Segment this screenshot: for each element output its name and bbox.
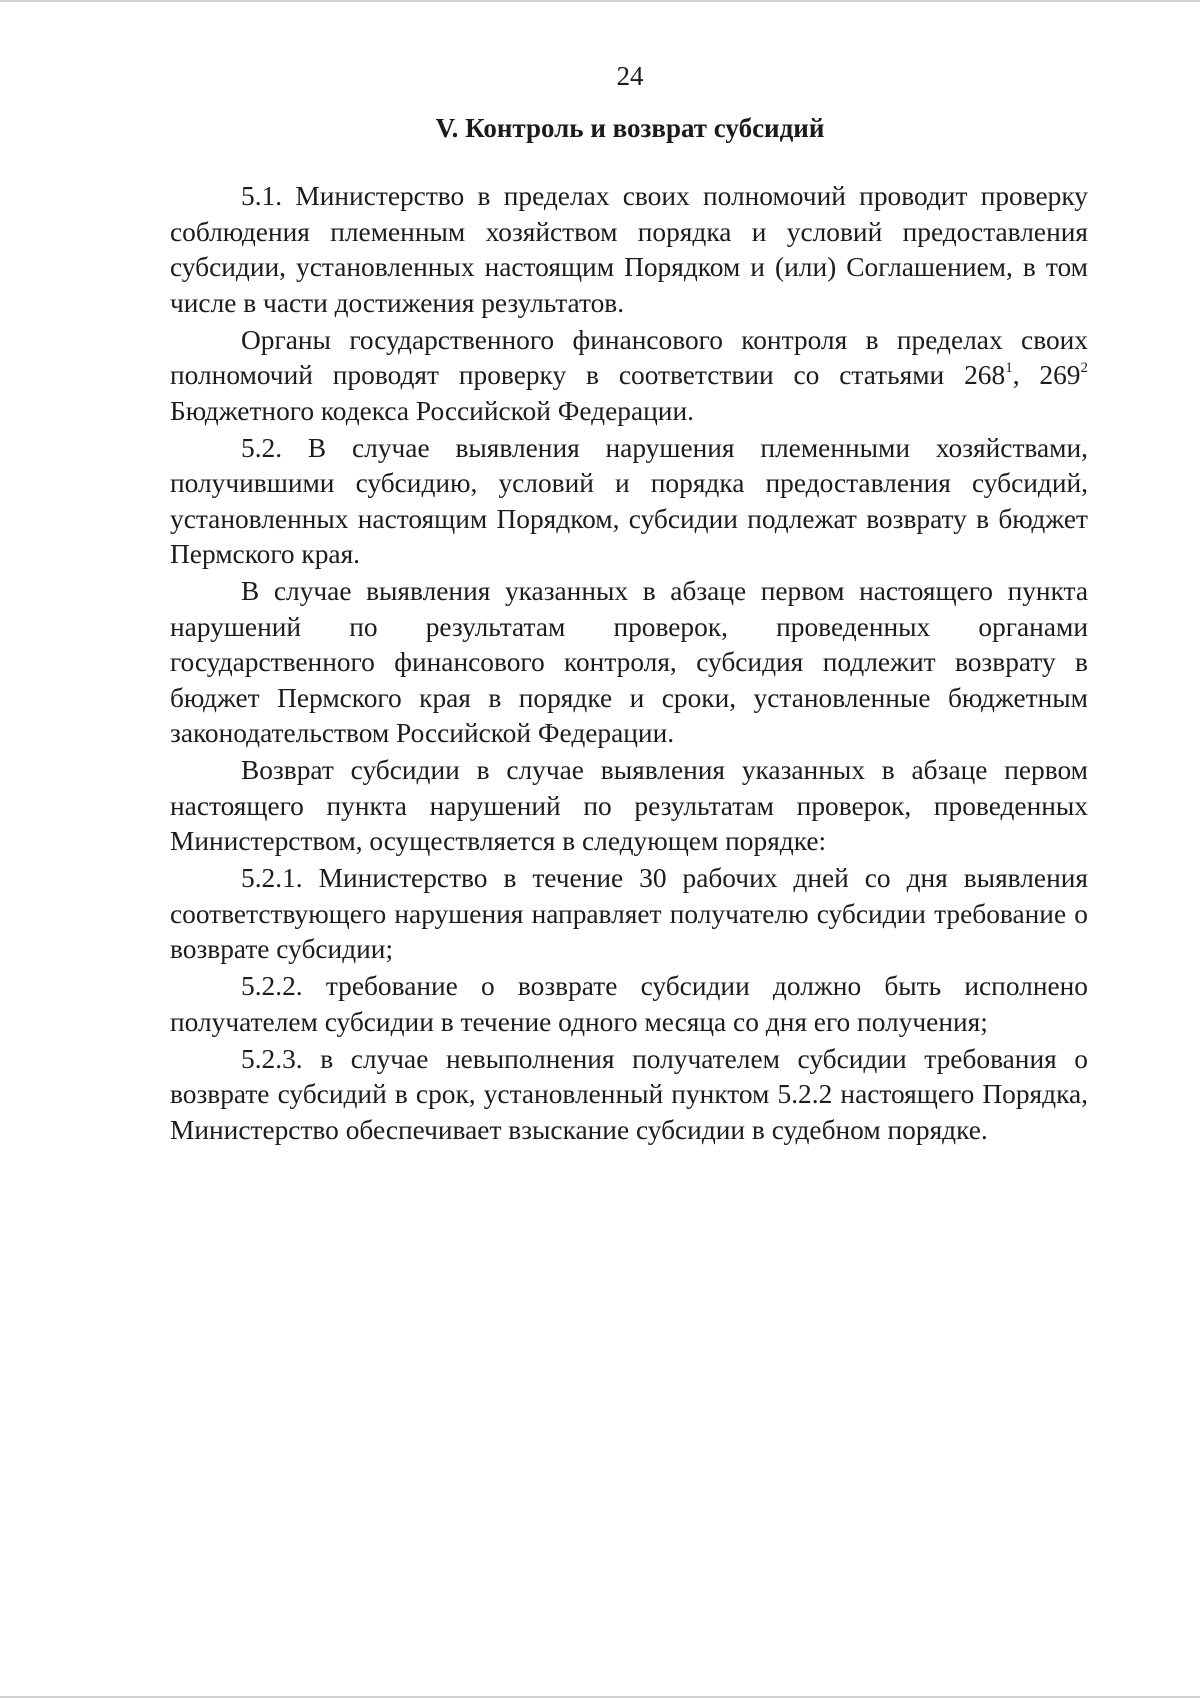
paragraph-financial-control (170, 323, 1088, 430)
footnote-mark: 2 (1080, 360, 1089, 376)
paragraph-text: Органы государственного финансового контроля в пределах своих полномочий проводят проверку в соответствии со статьями 268 (170, 324, 1088, 390)
paragraph-5-2-control-violations: В случае выявления указанных в абзаце первом настоящего пункта нарушений по результатам проверок, проведенных органами государственного финансового контроля, субсидия подлежит возврату в бюджет Пермского края в порядке и сроки, установленные бюджетным законодательством Российской Федерации. (170, 576, 1088, 748)
section-title: V. Контроль и возврат субсидий (435, 113, 825, 143)
paragraph-5-2: 5.2. В случае выявления нарушения племенными хозяйствами, получившими субсидию, условий и порядка предоставления субсидий, установленных настоящим Порядком, субсидии подлежат возврату в бюджет Пермского края. (170, 432, 1088, 569)
paragraph-text: , 269 (1012, 360, 1081, 390)
paragraph-5-2-2: 5.2.2. требование о возврате субсидии должно быть исполнено получателем субсидии в течение одного месяца со дня его получения; (170, 971, 1088, 1037)
scan-edge-top (0, 0, 1200, 2)
paragraph-5-1: 5.1. Министерство в пределах своих полномочий проводит проверку соблюдения племенным хозяйством порядка и условий предоставления субсидии, установленных настоящим Порядком и (или) Соглашением, в том числе в части достижения результатов. (170, 181, 1088, 318)
footnote-mark: 1 (1005, 360, 1013, 376)
paragraph-5-2-return-procedure: Возврат субсидии в случае выявления указанных в абзаце первом настоящего пункта нарушений по результатам проверок, проведенных Министерством, осуществляется в следующем порядке: (170, 755, 1088, 856)
page-number: 24 (616, 61, 644, 91)
paragraph-5-2-3: 5.2.3. в случае невыполнения получателем субсидии требования о возврате субсидий в срок, установленный пунктом 5.2.2 настоящего Порядка, Министерство обеспечивает взыскание субсидии в судебном порядке. (170, 1043, 1088, 1145)
paragraph-text: Бюджетного кодекса Российской Федерации. (170, 395, 694, 426)
document-body (170, 179, 1088, 1150)
paragraph-5-2-1: 5.2.1. Министерство в течение 30 рабочих дней со дня выявления соответствующего нарушения направляет получателю субсидии требование о возврате субсидии; (170, 863, 1088, 964)
